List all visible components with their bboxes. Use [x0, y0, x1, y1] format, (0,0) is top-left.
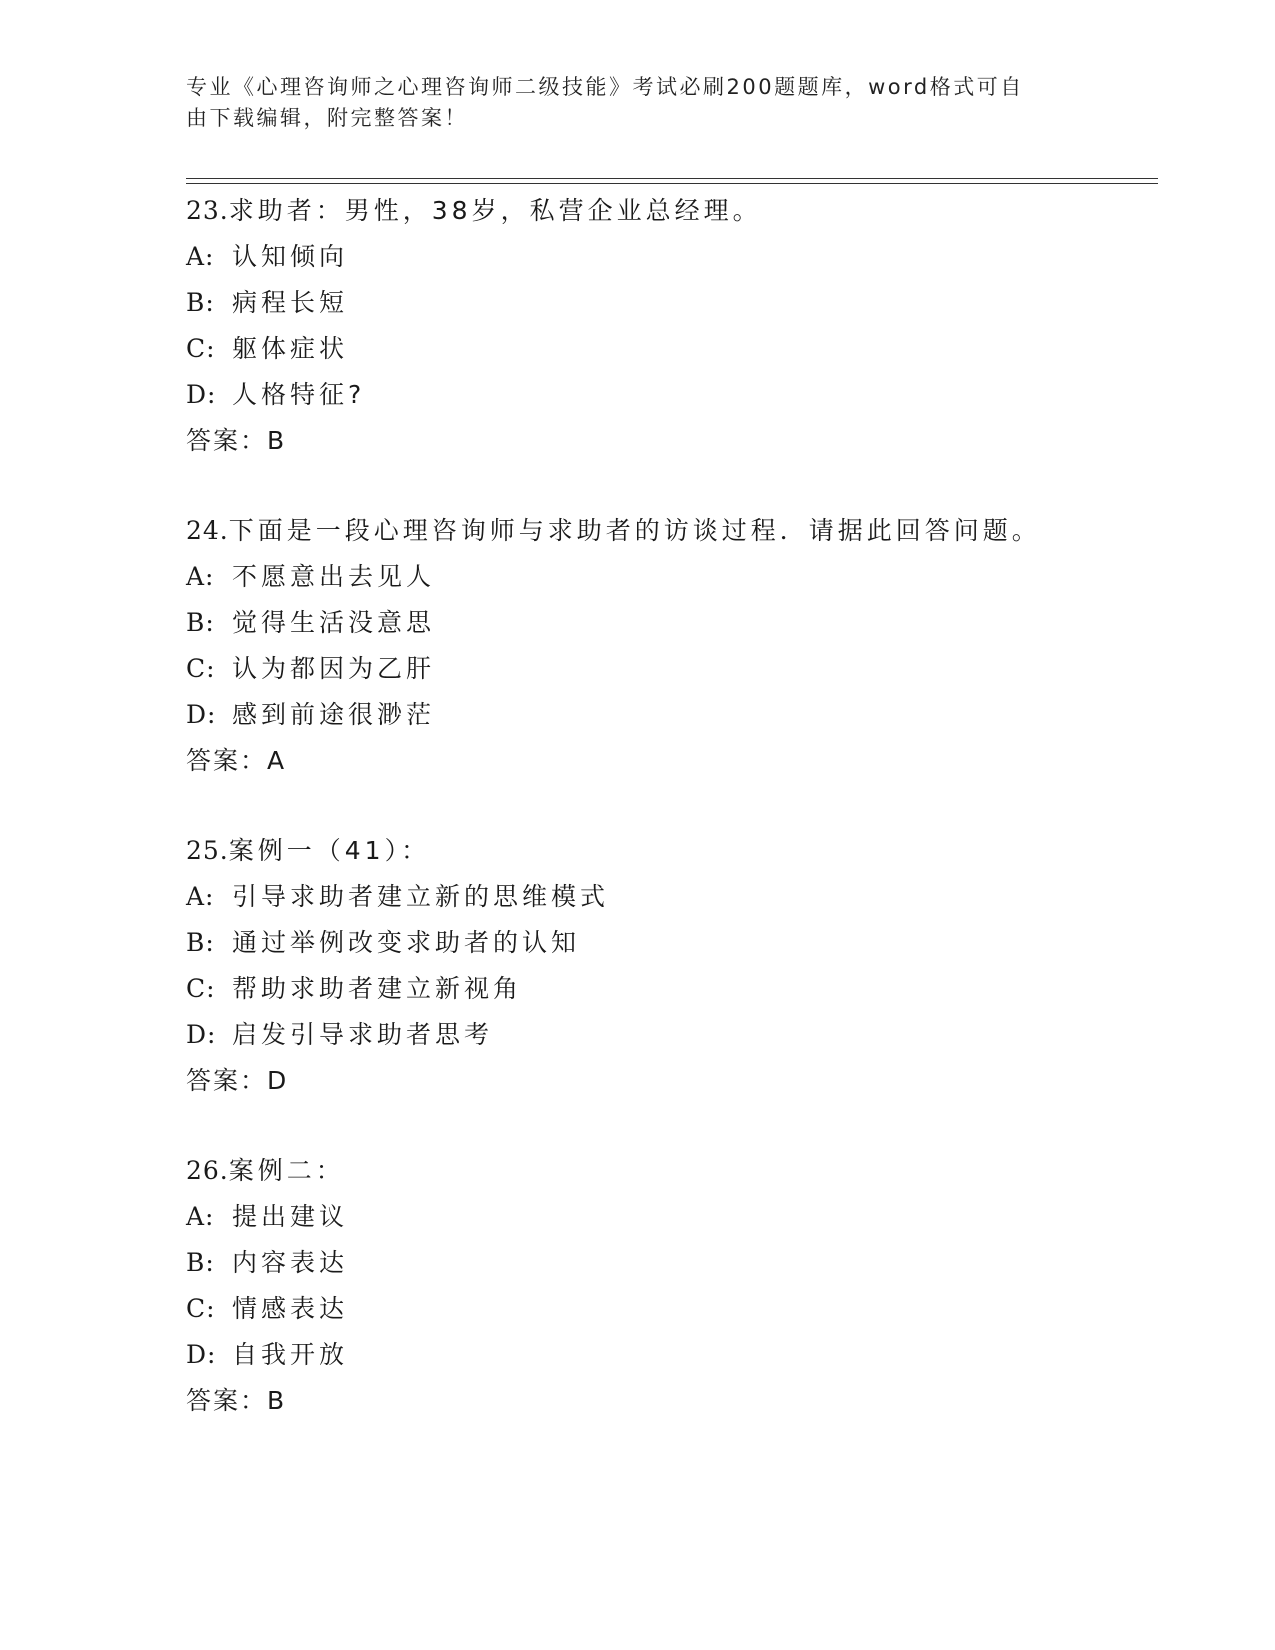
option-text: 自我开放 [232, 1340, 349, 1369]
question-number: 26. [186, 1156, 229, 1185]
option-letter: C: [186, 974, 216, 1003]
option-text: 帮助求助者建立新视角 [232, 974, 523, 1003]
option-letter: A: [186, 1202, 215, 1231]
header-rule-bottom [186, 183, 1158, 184]
option-text: 认为都因为乙肝 [232, 654, 436, 683]
answer-label: 答案： [186, 746, 268, 775]
question-text: 下面是一段心理咨询师与求助者的访谈过程．请据此回答问题。 [228, 516, 1041, 545]
option-text: 人格特征? [232, 380, 366, 409]
option-letter: D: [186, 700, 217, 729]
question-24 [186, 508, 1158, 784]
option-b [186, 600, 1158, 646]
question-text: 案例二： [228, 1156, 345, 1185]
option-c [186, 966, 1158, 1012]
option-text: 提出建议 [232, 1202, 349, 1231]
question-text: 求助者：男性，38岁，私营企业总经理。 [228, 196, 762, 225]
answer-label: 答案： [186, 426, 268, 455]
option-letter: B: [186, 928, 215, 957]
question-stem [186, 508, 1158, 554]
answer-value: B [267, 1386, 287, 1415]
answer-label: 答案： [186, 1386, 268, 1415]
answer-line [186, 1378, 1158, 1424]
option-text: 躯体症状 [232, 334, 349, 363]
option-b [186, 1240, 1158, 1286]
option-c [186, 1286, 1158, 1332]
question-23 [186, 188, 1158, 464]
answer-value: D [267, 1066, 289, 1095]
option-letter: C: [186, 654, 216, 683]
option-text: 感到前途很渺茫 [232, 700, 436, 729]
option-b [186, 920, 1158, 966]
option-letter: B: [186, 608, 215, 637]
option-text: 认知倾向 [232, 242, 349, 271]
option-d [186, 1012, 1158, 1058]
answer-label: 答案： [186, 1066, 268, 1095]
option-text: 情感表达 [232, 1294, 349, 1323]
option-c [186, 326, 1158, 372]
header-line-1: 专业《心理咨询师之心理咨询师二级技能》考试必刷200题题库，word格式可自 [186, 75, 1024, 99]
option-letter: C: [186, 1294, 216, 1323]
question-text: 案例一（41）： [228, 836, 431, 865]
option-letter: A: [186, 242, 215, 271]
header-line-2: 由下载编辑，附完整答案！ [186, 106, 468, 130]
answer-line [186, 418, 1158, 464]
option-b [186, 280, 1158, 326]
document-header [186, 72, 1066, 134]
option-d [186, 1332, 1158, 1378]
question-number: 24. [186, 516, 229, 545]
question-25 [186, 828, 1158, 1104]
option-letter: B: [186, 1248, 215, 1277]
option-d [186, 692, 1158, 738]
option-letter: C: [186, 334, 216, 363]
option-letter: D: [186, 380, 217, 409]
question-number: 23. [186, 196, 229, 225]
answer-line [186, 1058, 1158, 1104]
option-text: 通过举例改变求助者的认知 [232, 928, 581, 957]
option-text: 病程长短 [232, 288, 349, 317]
question-stem [186, 188, 1158, 234]
option-letter: D: [186, 1020, 217, 1049]
option-letter: A: [186, 882, 215, 911]
header-rule-top [186, 178, 1158, 179]
option-text: 不愿意出去见人 [232, 562, 436, 591]
question-stem [186, 1148, 1158, 1194]
question-stem [186, 828, 1158, 874]
option-a [186, 1194, 1158, 1240]
question-26 [186, 1148, 1158, 1424]
option-a [186, 554, 1158, 600]
option-text: 内容表达 [232, 1248, 349, 1277]
option-a [186, 874, 1158, 920]
option-c [186, 646, 1158, 692]
option-a [186, 234, 1158, 280]
option-text: 引导求助者建立新的思维模式 [232, 882, 610, 911]
option-letter: D: [186, 1340, 217, 1369]
answer-value: A [267, 746, 287, 775]
answer-line [186, 738, 1158, 784]
option-text: 觉得生活没意思 [232, 608, 436, 637]
option-letter: B: [186, 288, 215, 317]
option-letter: A: [186, 562, 215, 591]
answer-value: B [267, 426, 287, 455]
question-number: 25. [186, 836, 229, 865]
option-d [186, 372, 1158, 418]
option-text: 启发引导求助者思考 [232, 1020, 494, 1049]
